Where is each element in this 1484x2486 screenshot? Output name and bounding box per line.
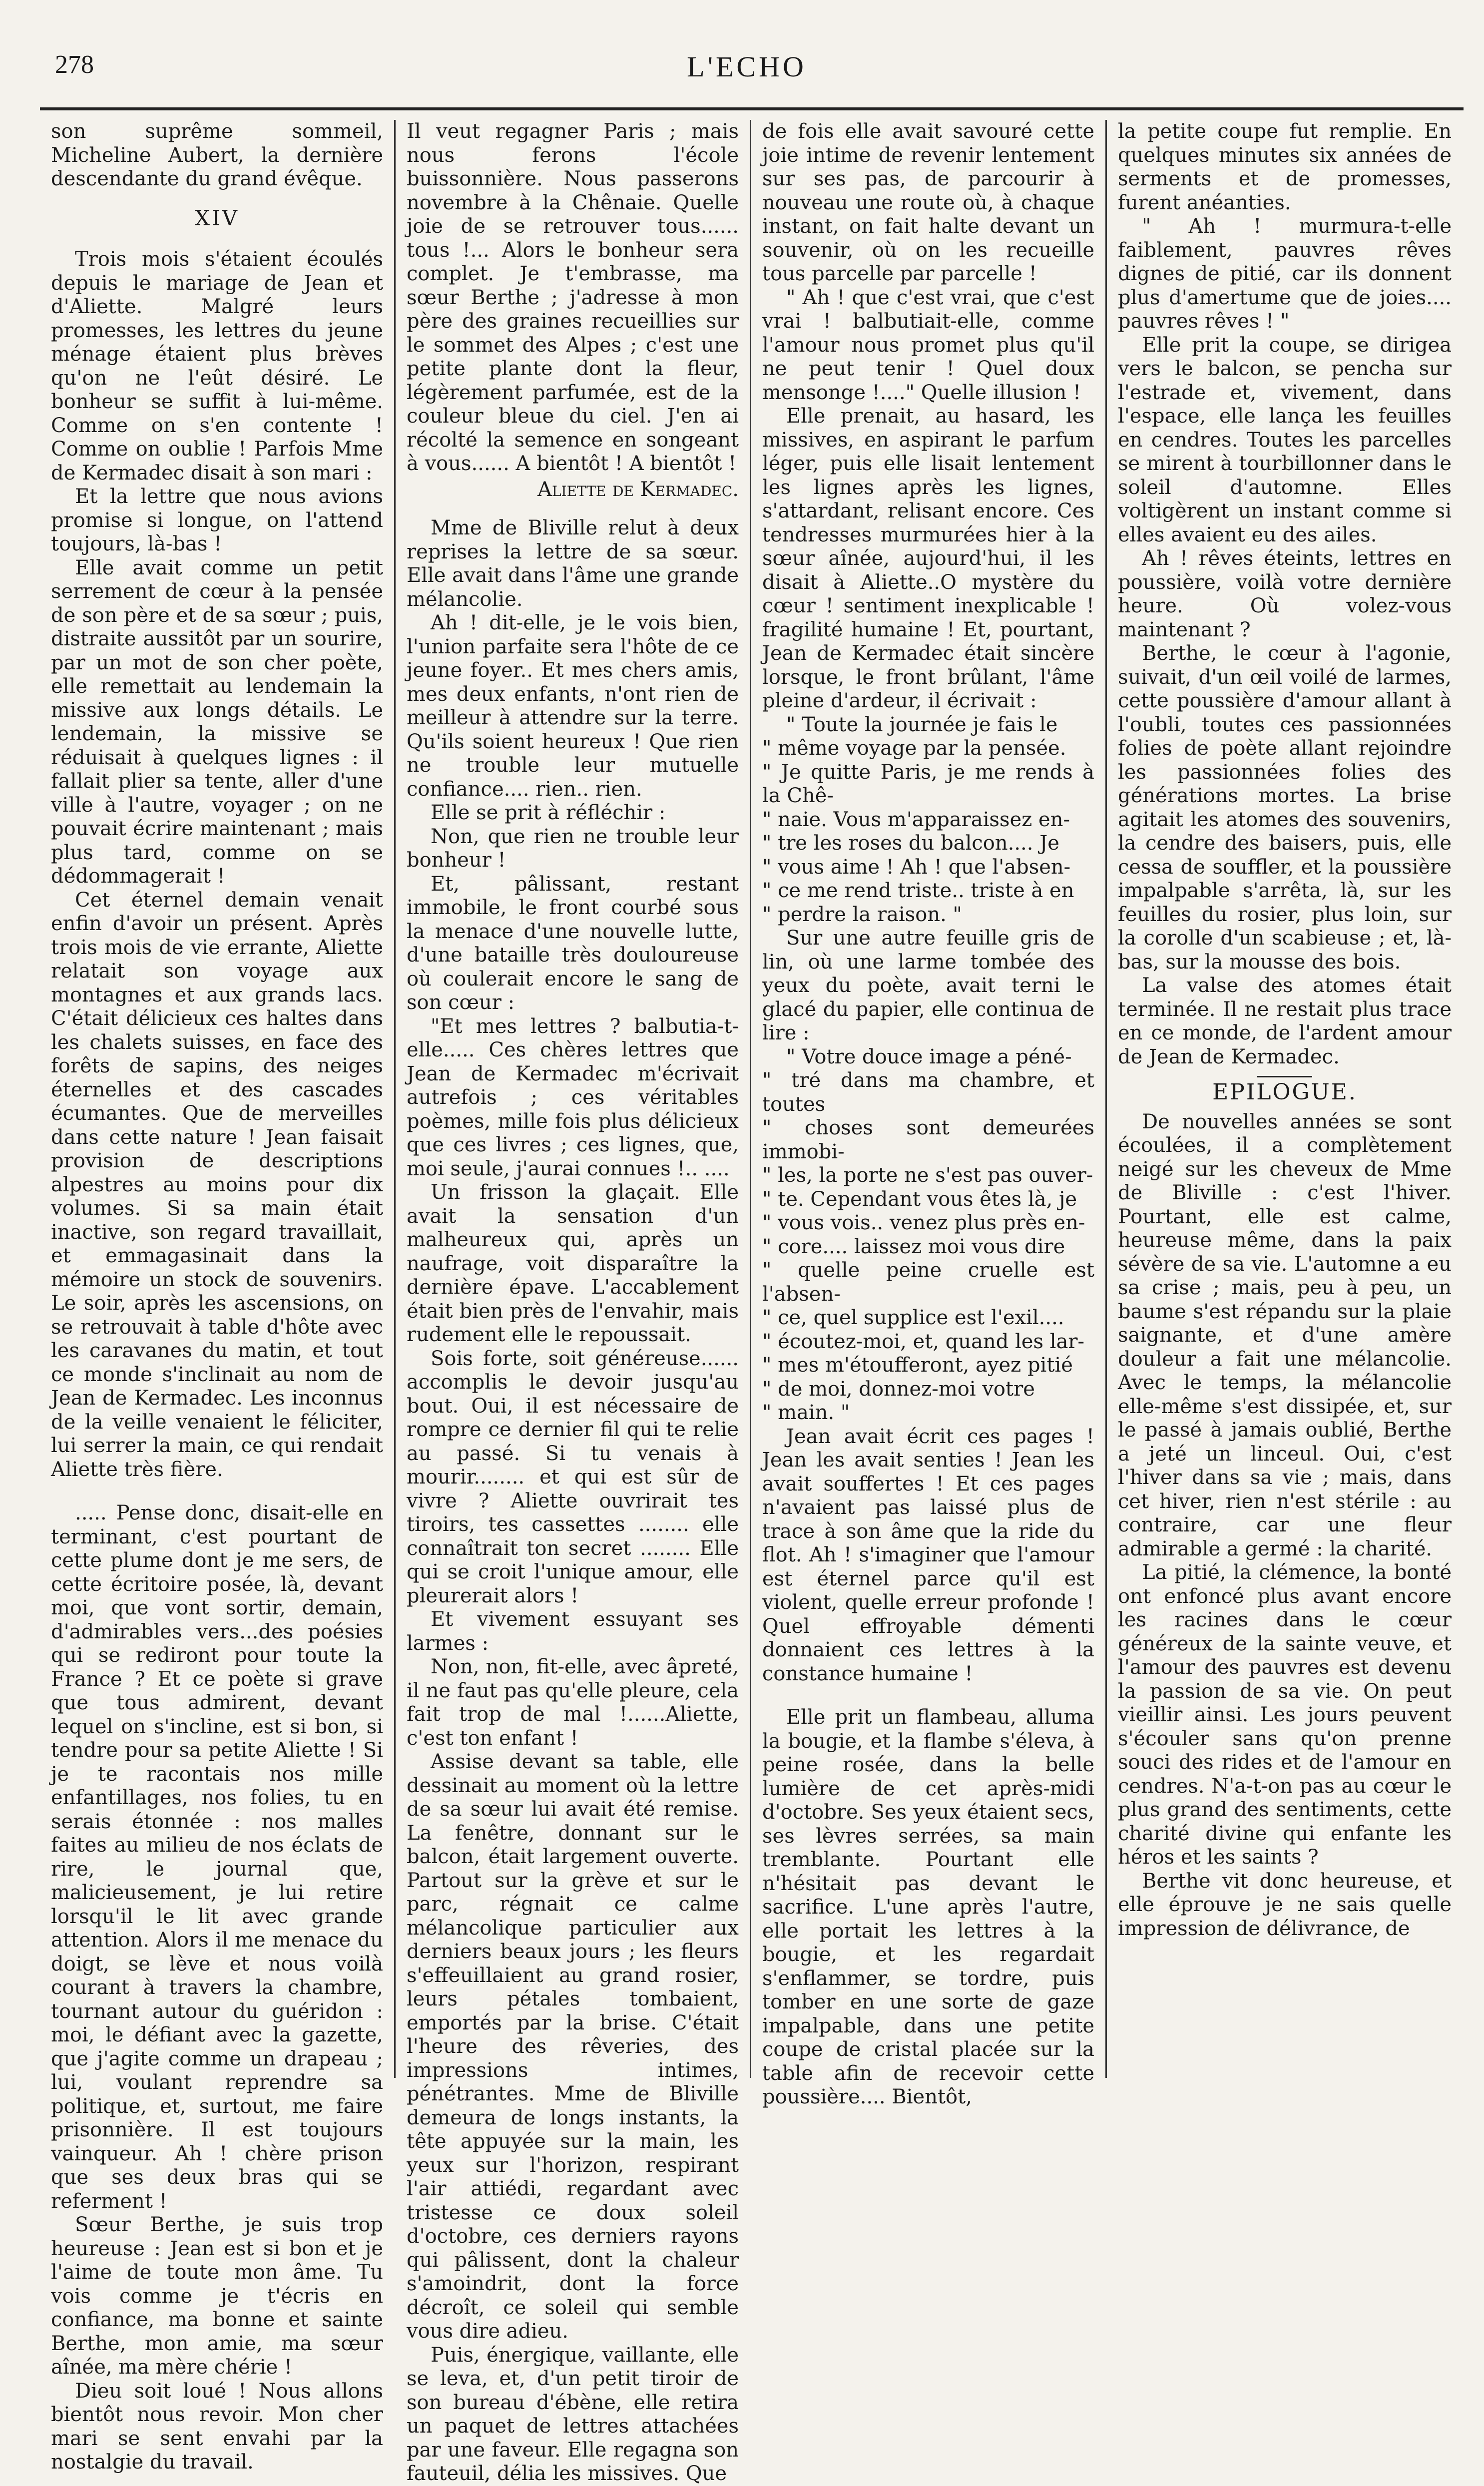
chapter-heading: XIV	[195, 205, 239, 230]
text-column-3	[751, 120, 1107, 2108]
quote-line: " perdre la raison. "	[762, 903, 962, 926]
header-rule	[40, 107, 1464, 110]
quote-line: " vous aime ! Ah ! que l'absen-	[762, 855, 1071, 879]
page-header	[40, 40, 1454, 90]
text-column-1	[40, 120, 396, 2474]
page-number: 278	[55, 50, 94, 79]
paragraph: Elle prit un flambeau, alluma la bougie, et la flambe s'éleva, à peine rosée, dans la belle lumière de cet après-midi d'octobre. Ses yeux étaient secs, ses lèvres serrées, sa main tremblante. Pourtant elle n'hésitait pas devant le sacrifice. L'une après l'autre, elle portait les lettres à la bougie, et les regardait s'enflammer, se tordre, puis tomber en une sorte de gaze impalpable, dans une petite coupe de cristal placée sur la table afin de recevoir cette poussière.... Bientôt,	[762, 1706, 1094, 2108]
quote-line: " Votre douce image a péné-	[786, 1045, 1072, 1068]
paragraph: Sur une autre feuille gris de lin, où une larme tombée des yeux du poète, avait terni le glacé du papier, elle continua de lire :	[762, 927, 1094, 1044]
quote-line: " ce, quel supplice est l'exil....	[762, 1306, 1064, 1329]
paragraph: Un frisson la glaçait. Elle avait la sensation d'un malheureux qui, après un naufrage, voit disparaître la dernière épave. L'accablement était bien près de l'envahir, mais rudement elle le repoussait.	[407, 1181, 739, 1346]
quote-line: " de moi, donnez-moi votre	[762, 1377, 1035, 1401]
quote-line: " tré dans ma chambre, et toutes	[762, 1069, 1094, 1116]
quote-line: " vous vois.. venez plus près en-	[762, 1211, 1085, 1234]
paragraph: Ah ! dit-elle, je le vois bien, l'union parfaite sera l'hôte de ce jeune foyer.. Et mes chers amis, mes deux enfants, n'ont rien de meilleur à attendre sur la terre. Qu'ils soient heureux ! Que rien ne trouble leur mutuelle confiance.... rien.. rien.	[407, 611, 739, 801]
quoted-letter	[762, 713, 1094, 927]
paragraph: Jean avait écrit ces pages ! Jean les avait senties ! Jean les avait souffertes ! Et ces pages n'avaient pas laissé plus de trace à son âme que la ride du flot. Ah ! s'imaginer que l'amour est éternel parce qu'il est violent, quelle erreur profonde ! Quel effroyable démenti donnaient ces lettres à la constance humaine !	[762, 1425, 1094, 1685]
paragraph: Berthe, le cœur à l'agonie, suivait, d'un œil voilé de larmes, cette poussière d'amour allant à l'oubli, toutes ces passionnées folies de poète allant rejoindre les passionnées folies des générations mortes. La brise agitait les atomes des souvenirs, la cendre des baisers, puis, elle cessa de souffler, et la poussière impalpable s'arrêta, là, sur les feuilles du rosier, plus loin, sur la corolle d'un scabieuse ; et, là-bas, sur la mousse des bois.	[1118, 642, 1452, 974]
paragraph: "Et mes lettres ? balbutia-t-elle..... Ces chères lettres que Jean de Kermadec m'écrivait autrefois ; ces véritables poèmes, mille fois plus délicieux que ces livres ; ces lignes, que, moi seule, j'aurai connues !.. ....	[407, 1014, 739, 1180]
letter-signature: Aliette de Kermadec.	[537, 478, 739, 501]
paragraph: Trois mois s'étaient écoulés depuis le mariage de Jean et d'Aliette. Malgré leurs promesses, les lettres du jeune ménage étaient plus brèves qu'on ne l'eût désiré. Le bonheur se suffit à lui-même. Comme on s'en contente ! Comme on oublie ! Parfois Mme de Kermadec disait à son mari :	[51, 248, 383, 485]
paragraph: Elle prit la coupe, se dirigea vers le balcon, se pencha sur l'estrade et, vivement, dans l'espace, elle lança les feuilles en cendres. Toutes les parcelles se mirent à tourbillonner dans le soleil d'automne. Elles voltigèrent un instant comme si elles avaient eu des ailes.	[1118, 333, 1452, 546]
paragraph: Non, non, fit-elle, avec âpreté, il ne faut pas qu'elle pleure, cela fait trop de mal !......Aliette, c'est ton enfant !	[407, 1655, 739, 1750]
text-column-4	[1107, 120, 1463, 2078]
journal-title: L'ECHO	[687, 50, 807, 83]
quote-line: " même voyage par la pensée.	[762, 737, 1066, 760]
quote-line: " mes m'étoufferont, ayez pitié	[762, 1354, 1073, 1377]
quote-line: " écoutez-moi, et, quand les lar-	[762, 1330, 1085, 1353]
paragraph: Et vivement essuyant ses larmes :	[407, 1608, 739, 1655]
paragraph: son suprême sommeil, Micheline Aubert, la dernière descendante du grand évêque.	[51, 120, 383, 190]
paragraph: La valse des atomes était terminée. Il ne restait plus trace en ce monde, de l'ardent amour de Jean de Kermadec.	[1118, 974, 1452, 1068]
paragraph: Et la lettre que nous avions promise si longue, on l'attend toujours, là-bas !	[51, 485, 383, 555]
text-column-2	[396, 120, 751, 2485]
quote-line: " ce me rend triste.. triste à en	[762, 879, 1074, 902]
paragraph: Sois forte, soit généreuse...... accomplis le devoir jusqu'au bout. Oui, il est nécessaire de rompre ce dernier fil qui te relie au passé. Si tu venais à mourir........ et qui est sûr de vivre ? Aliette ouvrirait tes tiroirs, tes cassettes ........ elle connaîtrait ton secret ........ Elle qui se croit l'unique amour, elle pleurerait alors !	[407, 1347, 739, 1607]
paragraph: De nouvelles années se sont écoulées, il a complètement neigé sur les cheveux de Mme de Bliville : c'est l'hiver. Pourtant, elle est calme, heureuse même, dans la paix sévère de sa vie. L'automne a eu sa crise ; mais, peu à peu, un baume s'est répandu sur la plaie saignante, et d'une amère douleur a fait une mélancolie. Avec le temps, la mélancolie elle-même s'est dissipée, et, sur le passé à jamais oublié, Berthe a jeté un linceul. Oui, c'est l'hiver dans sa vie ; mais, dans cet hiver, rien n'est stérile : au contraire, car une fleur admirable a germé : la charité.	[1118, 1110, 1452, 1560]
section-divider	[1257, 1076, 1312, 1077]
quote-line: " les, la porte ne s'est pas ouver-	[762, 1164, 1093, 1187]
paragraph: La pitié, la clémence, la bonté ont enfoncé plus avant encore les racines dans le cœur généreux de la sainte veuve, et l'amour des pauvres est devenu la passion de sa vie. On peut vieillir ainsi. Les jours peuvent s'écouler sans qu'on prenne souci des rides et de l'amour en cendres. N'a-t-on pas au cœur le plus grand des sentiments, cette charité divine qui enfante les héros et les saints ?	[1118, 1561, 1452, 1869]
paragraph: Non, que rien ne trouble leur bonheur !	[407, 825, 739, 872]
paragraph: " Ah ! murmura-t-elle faiblement, pauvres rêves dignes de pitié, car ils donnent plus d'amertume que de joies.... pauvres rêves ! "	[1118, 215, 1452, 333]
quote-line: " main. "	[762, 1401, 850, 1424]
paragraph: Et, pâlissant, restant immobile, le front courbé sous la menace d'une nouvelle lutte, d'une bataille très douloureuse où coulerait encore le sang de son cœur :	[407, 872, 739, 1014]
paragraph: " Ah ! que c'est vrai, que c'est vrai ! balbutiait-elle, comme l'amour nous promet plus qu'il ne peut tenir ! Quel doux mensonge !...." Quelle illusion !	[762, 286, 1094, 404]
quote-line: " Je quitte Paris, je me rends à la Chê-	[762, 760, 1094, 807]
paragraph: Mme de Bliville relut à deux reprises la lettre de sa sœur. Elle avait dans l'âme une grande mélancolie.	[407, 516, 739, 611]
paragraph: Puis, énergique, vaillante, elle se leva, et, d'un petit tiroir de son bureau d'ébène, elle retira un paquet de lettres attachées par une faveur. Elle regagna son fauteuil, délia les missives. Que	[407, 2343, 739, 2485]
paragraph: Berthe vit donc heureuse, et elle éprouve je ne sais quelle impression de délivrance, de	[1118, 1869, 1452, 1940]
quote-line: " choses sont demeurées immobi-	[762, 1116, 1094, 1163]
paragraph: ..... Pense donc, disait-elle en terminant, c'est pourtant de cette plume dont je me sers, de cette écritoire posée, là, devant moi, que vont sortir, demain, d'admirables vers...des poésies qui se rediront pour toute la France ? Et ce poète si grave que tous admirent, devant lequel on s'incline, est si bon, si tendre pour sa petite Aliette ! Si je te racontais nos mille enfantillages, nos folies, tu en serais étonnée : nos malles faites au milieu de nos éclats de rire, le journal que, malicieusement, je lui retire lorsqu'il le lit avec grande attention. Alors il me menace du doigt, se lève et nous voilà courant à travers la chambre, tournant autour du guéridon : moi, le défiant avec la gazette, que j'agite comme un drapeau ; lui, voulant reprendre sa politique, et, surtout, me faire prisonnière. Il est toujours vainqueur. Ah ! chère prison que ses deux bras qui se referment !	[51, 1501, 383, 2213]
paragraph: Sœur Berthe, je suis trop heureuse : Jean est si bon et je l'aime de toute mon âme. Tu vois comme je t'écris en confiance, ma bonne et sainte Berthe, mon amie, ma sœur aînée, ma mère chérie !	[51, 2213, 383, 2379]
quote-line: " te. Cependant vous êtes là, je	[762, 1187, 1077, 1211]
paragraph: Elle avait comme un petit serrement de cœur à la pensée de son père et de sa sœur ; puis, distraite aussitôt par un sourire, par un mot de son cher poète, elle remettait au lendemain la missive aux longs détails. Le lendemain, la missive se réduisait à quelques lignes : il fallait plier sa tente, aller d'une ville à l'autre, voyager ; on ne pouvait écrire maintenant ; mais plus tard, comme on se dédommagerait !	[51, 556, 383, 888]
quoted-letter	[762, 1045, 1094, 1425]
quote-line: " naie. Vous m'apparaissez en-	[762, 808, 1070, 831]
quote-line: " core.... laissez moi vous dire	[762, 1235, 1065, 1258]
paragraph: de fois elle avait savouré cette joie intime de revenir lentement sur ses pas, de parcourir à nouveau une route où, à chaque instant, on fait halte devant un souvenir, où on les recueille tous parcelle par parcelle !	[762, 120, 1094, 285]
paragraph: Elle prenait, au hasard, les missives, en aspirant le parfum léger, puis elle lisait lentement les lignes après les lignes, s'attardant, relisant encore. Ces tendresses murmurées hier à la sœur aînée, aujourd'hui, il les disait à Aliette..O mystère du cœur ! sentiment inexplicable ! fragilité humaine ! Et, pourtant, Jean de Kermadec était sincère lorsque, le front brûlant, l'âme pleine d'ardeur, il écrivait :	[762, 405, 1094, 712]
paragraph: Il veut regagner Paris ; mais nous ferons l'école buissonnière. Nous passerons novembre à la Chênaie. Quelle joie de se retrouver tous...... tous !... Alors le bonheur sera complet. Je t'embrasse, ma sœur Berthe ; j'adresse à mon père des graines recueillies sur le sommet des Alpes ; c'est une petite plante dont la fleur, légèrement parfumée, est de la couleur bleue du ciel. J'en ai récolté la semence en songeant à vous...... A bientôt ! A bientôt !	[407, 120, 739, 475]
quote-line: " Toute la journée je fais le	[786, 713, 1058, 736]
quote-line: " tre les roses du balcon.... Je	[762, 832, 1059, 855]
paragraph: Elle se prit à réfléchir :	[431, 801, 666, 824]
paragraph: Ah ! rêves éteints, lettres en poussière, voilà votre dernière heure. Où volez-vous maintenant ?	[1118, 547, 1452, 641]
paragraph: Cet éternel demain venait enfin d'avoir un présent. Après trois mois de vie errante, Aliette relatait son voyage aux montagnes et aux grands lacs. C'était délicieux ces haltes dans les chalets suisses, en face des forêts de sapins, des neiges éternelles et des cascades écumantes. Que de merveilles dans cette nature ! Jean faisait provision de descriptions alpestres au moins pour dix volumes. Si sa main était inactive, son regard travaillait, et emmagasinait dans la mémoire un stock de souvenirs. Le soir, après les ascensions, on se retrouvait à table d'hôte avec les caravanes du matin, et tout ce monde s'inclinait au nom de Jean de Kermadec. Les inconnus de la veille venaient le féliciter, lui serrer la main, ce qui rendait Aliette très fière.	[51, 888, 383, 1481]
epilogue-heading: EPILOGUE.	[1212, 1079, 1357, 1105]
quote-line: " quelle peine cruelle est l'absen-	[762, 1259, 1094, 1306]
paragraph: Assise devant sa table, elle dessinait au moment où la lettre de sa sœur lui avait été remise. La fenêtre, donnant sur le balcon, était largement ouverte. Partout sur la grève et sur le parc, régnait ce calme mélancolique particulier aux derniers beaux jours ; les fleurs s'effeuillaient au grand rosier, leurs pétales tombaient, emportés par la brise. C'était l'heure des rêveries, des impressions intimes, pénétrantes. Mme de Bliville demeura de longs instants, la tête appuyée sur la main, les yeux sur l'horizon, respirant l'air attiédi, regardant avec tristesse ce doux soleil d'octobre, ces derniers rayons qui pâlissent, dont la chaleur s'amoindrit, dont la force décroît, ce soleil qui semble vous dire adieu.	[407, 1750, 739, 2343]
paragraph: la petite coupe fut remplie. En quelques minutes six années de serments et de promesses, furent anéanties.	[1118, 120, 1452, 214]
paragraph: Dieu soit loué ! Nous allons bientôt nous revoir. Mon cher mari se sent envahi par la nostalgie du travail.	[51, 2379, 383, 2474]
article-columns	[40, 120, 1464, 2485]
